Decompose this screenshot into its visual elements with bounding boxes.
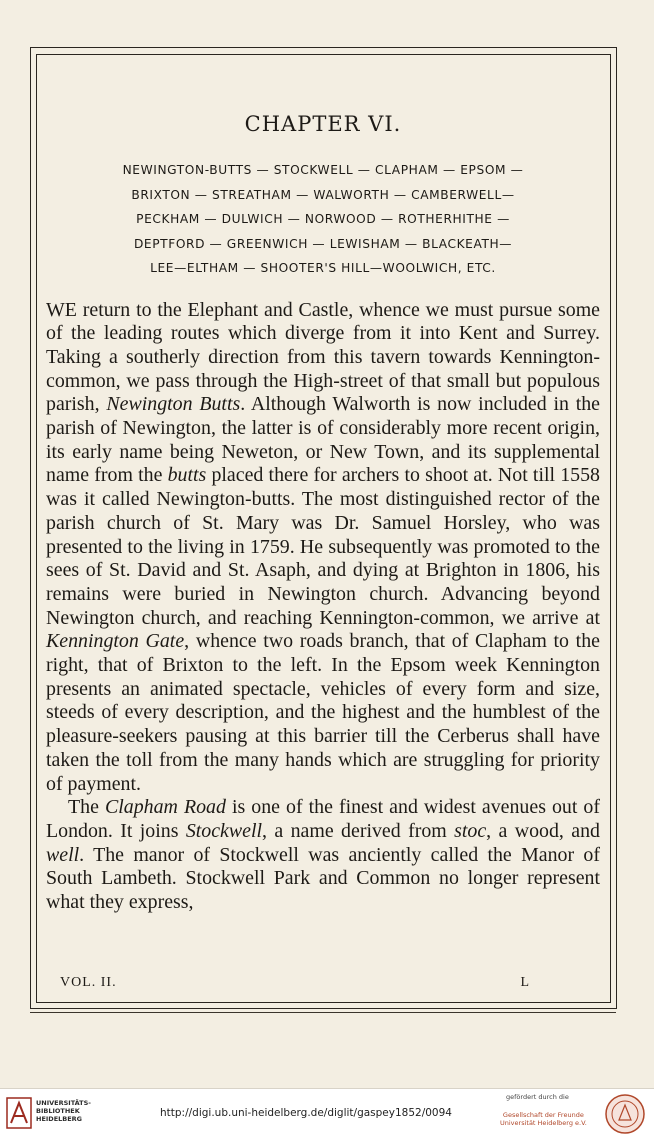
page-bottom-rule bbox=[30, 1012, 616, 1013]
emphasis: butts bbox=[167, 464, 207, 487]
body-text bbox=[46, 299, 600, 915]
permalink-url[interactable]: http://digi.ub.uni-heidelberg.de/diglit/gaspey1852/0094 bbox=[160, 1107, 452, 1119]
place-name: Clapham Road bbox=[104, 796, 226, 819]
chapter-title: CHAPTER VI. bbox=[244, 112, 402, 136]
place-name: Newington Butts bbox=[106, 393, 241, 416]
drop-capital: W bbox=[46, 298, 65, 321]
university-library-logo-icon[interactable] bbox=[6, 1097, 32, 1129]
emphasis: stoc bbox=[454, 819, 487, 842]
summary-line: DEPTFORD — GREENWICH — LEWISHAM — BLACKEATH— bbox=[133, 236, 513, 251]
place-name: Kennington Gate bbox=[46, 630, 185, 653]
paragraph-1: WE return to the Elephant and Castle, whence we must pursue some of the leading routes which diverge from it into Kent and Surrey. Taking a southerly direction from this tavern towards Kennington-common, we pass through the High-street of that small but populous parish, Newington Butts. Although Walworth is now included in the parish of Newington, the latter is of considerably more recent origin, its early name being Neweton, or New Town, and its supplemental name from the butts placed there for archers to shoot at. Not till 1558 was it called Newington-butts. The most distinguished rector of the parish church of St. Mary was Dr. Samuel Horsley, who was presented to the living in 1759. He subsequently was promoted to the sees of St. David and St. Asaph, and dying at Brighton in 1806, his remains were buried in Newington church. Advancing beyond Newington church, and reaching Kennington-common, we arrive at Kennington Gate, whence two roads branch, that of Clapham to the right, that of Brixton to the left. In the Epsom week Kennington presents an animated spectacle, vehicles of every form and size, steeds of every description, and the highest and the humblest of the pleasure-seekers pausing at this barrier till the Cerberus shall have taken the toll from the many hands which are struggling for priority of payment. bbox=[46, 298, 600, 795]
university-seal-icon bbox=[604, 1093, 646, 1135]
page-content bbox=[46, 112, 600, 915]
summary-line: NEWINGTON-BUTTS — STOCKWELL — CLAPHAM — EPSOM — bbox=[122, 163, 524, 177]
funded-by-label: gefördert durch die bbox=[506, 1093, 569, 1101]
signature-mark: L bbox=[520, 975, 530, 990]
emphasis: well bbox=[46, 843, 80, 866]
summary-line: PECKHAM — DULWICH — NORWOOD — ROTHERHITHE — bbox=[136, 212, 510, 226]
chapter-summary bbox=[46, 158, 600, 281]
summary-line: LEE—ELTHAM — SHOOTER'S HILL—WOOLWICH, ETC. bbox=[150, 261, 496, 275]
sponsor-name[interactable]: Gesellschaft der Freunde Universität Heidelberg e.V. bbox=[500, 1111, 587, 1127]
paragraph-2: The Clapham Road is one of the finest and widest avenues out of London. It joins Stockwell, a name derived from stoc, a wood, and well. The manor of Stockwell was anciently called the Manor of South Lambeth. Stockwell Park and Common no longer represent what they express, bbox=[46, 796, 600, 914]
viewer-footer-bar bbox=[0, 1088, 654, 1138]
volume-label: VOL. II. bbox=[60, 975, 117, 990]
library-name: UNIVERSITÄTS- BIBLIOTHEK HEIDELBERG bbox=[36, 1099, 91, 1123]
summary-line: BRIXTON — STREATHAM — WALWORTH — CAMBERWELL— bbox=[131, 187, 515, 202]
place-name: Stockwell bbox=[185, 819, 263, 842]
